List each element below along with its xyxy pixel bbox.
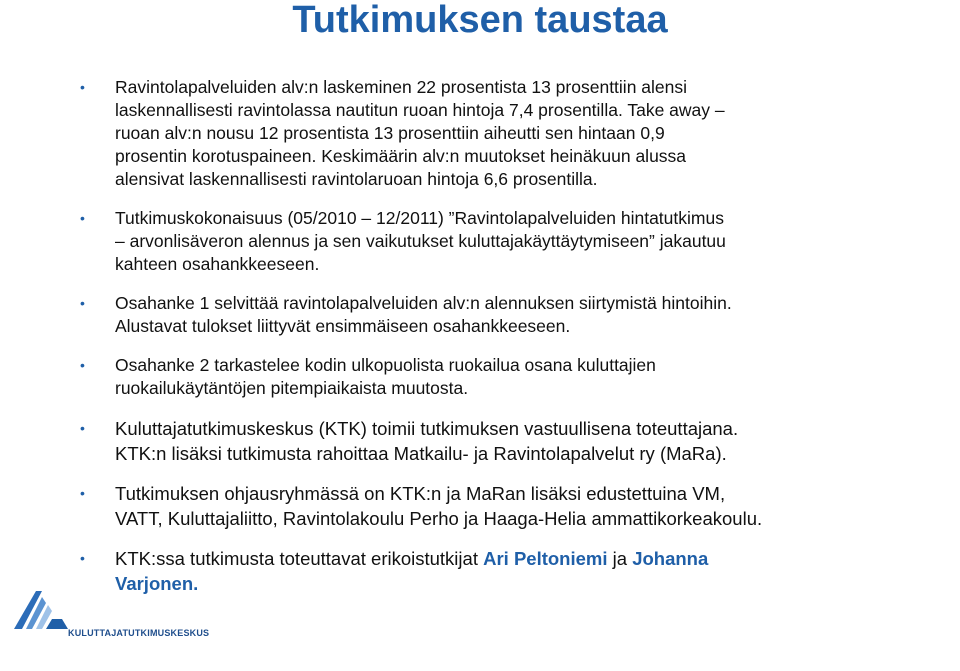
bullet-item-research-project <box>80 207 940 276</box>
researchers-conjunction: ja <box>607 548 633 569</box>
researcher-name: Johanna <box>632 548 709 569</box>
bullet-item-subproject-1 <box>80 292 940 338</box>
bullet-icon: • <box>80 357 85 373</box>
researcher-name-continued: Varjonen. <box>115 573 199 594</box>
bullet-line: laskennallisesti ravintolassa nautitun ruoan hintoja 7,4 prosentilla. Take away – <box>115 100 725 120</box>
bullet-item-vat-effect <box>80 76 940 191</box>
bullet-list <box>80 76 940 596</box>
researcher-name: Ari Peltoniemi <box>483 548 608 569</box>
bullet-line: VATT, Kuluttajaliitto, Ravintolakoulu Perho ja Haaga-Helia ammattikorkeakoulu. <box>115 508 763 529</box>
bullet-icon: • <box>80 420 85 436</box>
bullet-icon: • <box>80 485 85 501</box>
ktk-logo-icon <box>12 583 72 633</box>
bullet-line: Ravintolapalveluiden alv:n laskeminen 22 prosentista 13 prosenttiin alensi <box>115 77 688 97</box>
bullet-line: KTK:n lisäksi tutkimusta rahoittaa Matkailu- ja Ravintolapalvelut ry (MaRa). <box>115 443 727 464</box>
bullet-line: prosentin korotuspaineen. Keskimäärin alv:n muutokset heinäkuun alussa <box>115 146 687 166</box>
bullet-line: Alustavat tulokset liittyvät ensimmäiseen osahankkeeseen. <box>115 316 571 336</box>
bullet-icon: • <box>80 210 85 226</box>
bullet-item-steering-group <box>80 481 940 531</box>
bullet-line: alensivat laskennallisesti ravintolaruoan hintoja 6,6 prosentilla. <box>115 169 598 189</box>
bullet-line: – arvonlisäveron alennus ja sen vaikutukset kuluttajakäyttäytymiseen” jakautuu <box>115 231 726 251</box>
researchers-lead: KTK:ssa tutkimusta toteuttavat erikoistutkijat <box>115 548 484 569</box>
bullet-item-subproject-2 <box>80 354 940 400</box>
bullet-icon: • <box>80 79 85 95</box>
bullet-line: Osahanke 2 tarkastelee kodin ulkopuolista ruokailua osana kuluttajien <box>115 355 656 375</box>
bullet-line: ruokailukäytäntöjen pitempiaikaista muutosta. <box>115 378 469 398</box>
bullet-item-ktk-responsible <box>80 416 940 466</box>
bullet-line: Osahanke 1 selvittää ravintolapalveluiden alv:n alennuksen siirtymistä hintoihin. <box>115 293 732 313</box>
bullet-line: kahteen osahankkeeseen. <box>115 254 320 274</box>
bullet-line: ruoan alv:n nousu 12 prosentista 13 prosenttiin aiheutti sen hintaan 0,9 <box>115 123 665 143</box>
bullet-line <box>115 546 940 571</box>
bullet-line: Tutkimuksen ohjausryhmässä on KTK:n ja MaRan lisäksi edustettuina VM, <box>115 483 726 504</box>
bullet-icon: • <box>80 295 85 311</box>
bullet-icon: • <box>80 550 85 566</box>
ktk-logo-text: KULUTTAJATUTKIMUSKESKUS <box>68 628 210 638</box>
bullet-line: Tutkimuskokonaisuus (05/2010 – 12/2011) ”Ravintolapalveluiden hintatutkimus <box>115 208 724 228</box>
slide-title-text: Tutkimuksen taustaa <box>292 0 668 41</box>
bullet-item-researchers <box>80 546 940 596</box>
slide-title <box>0 0 960 40</box>
bullet-line: Kuluttajatutkimuskeskus (KTK) toimii tutkimuksen vastuullisena toteuttajana. <box>115 418 739 439</box>
